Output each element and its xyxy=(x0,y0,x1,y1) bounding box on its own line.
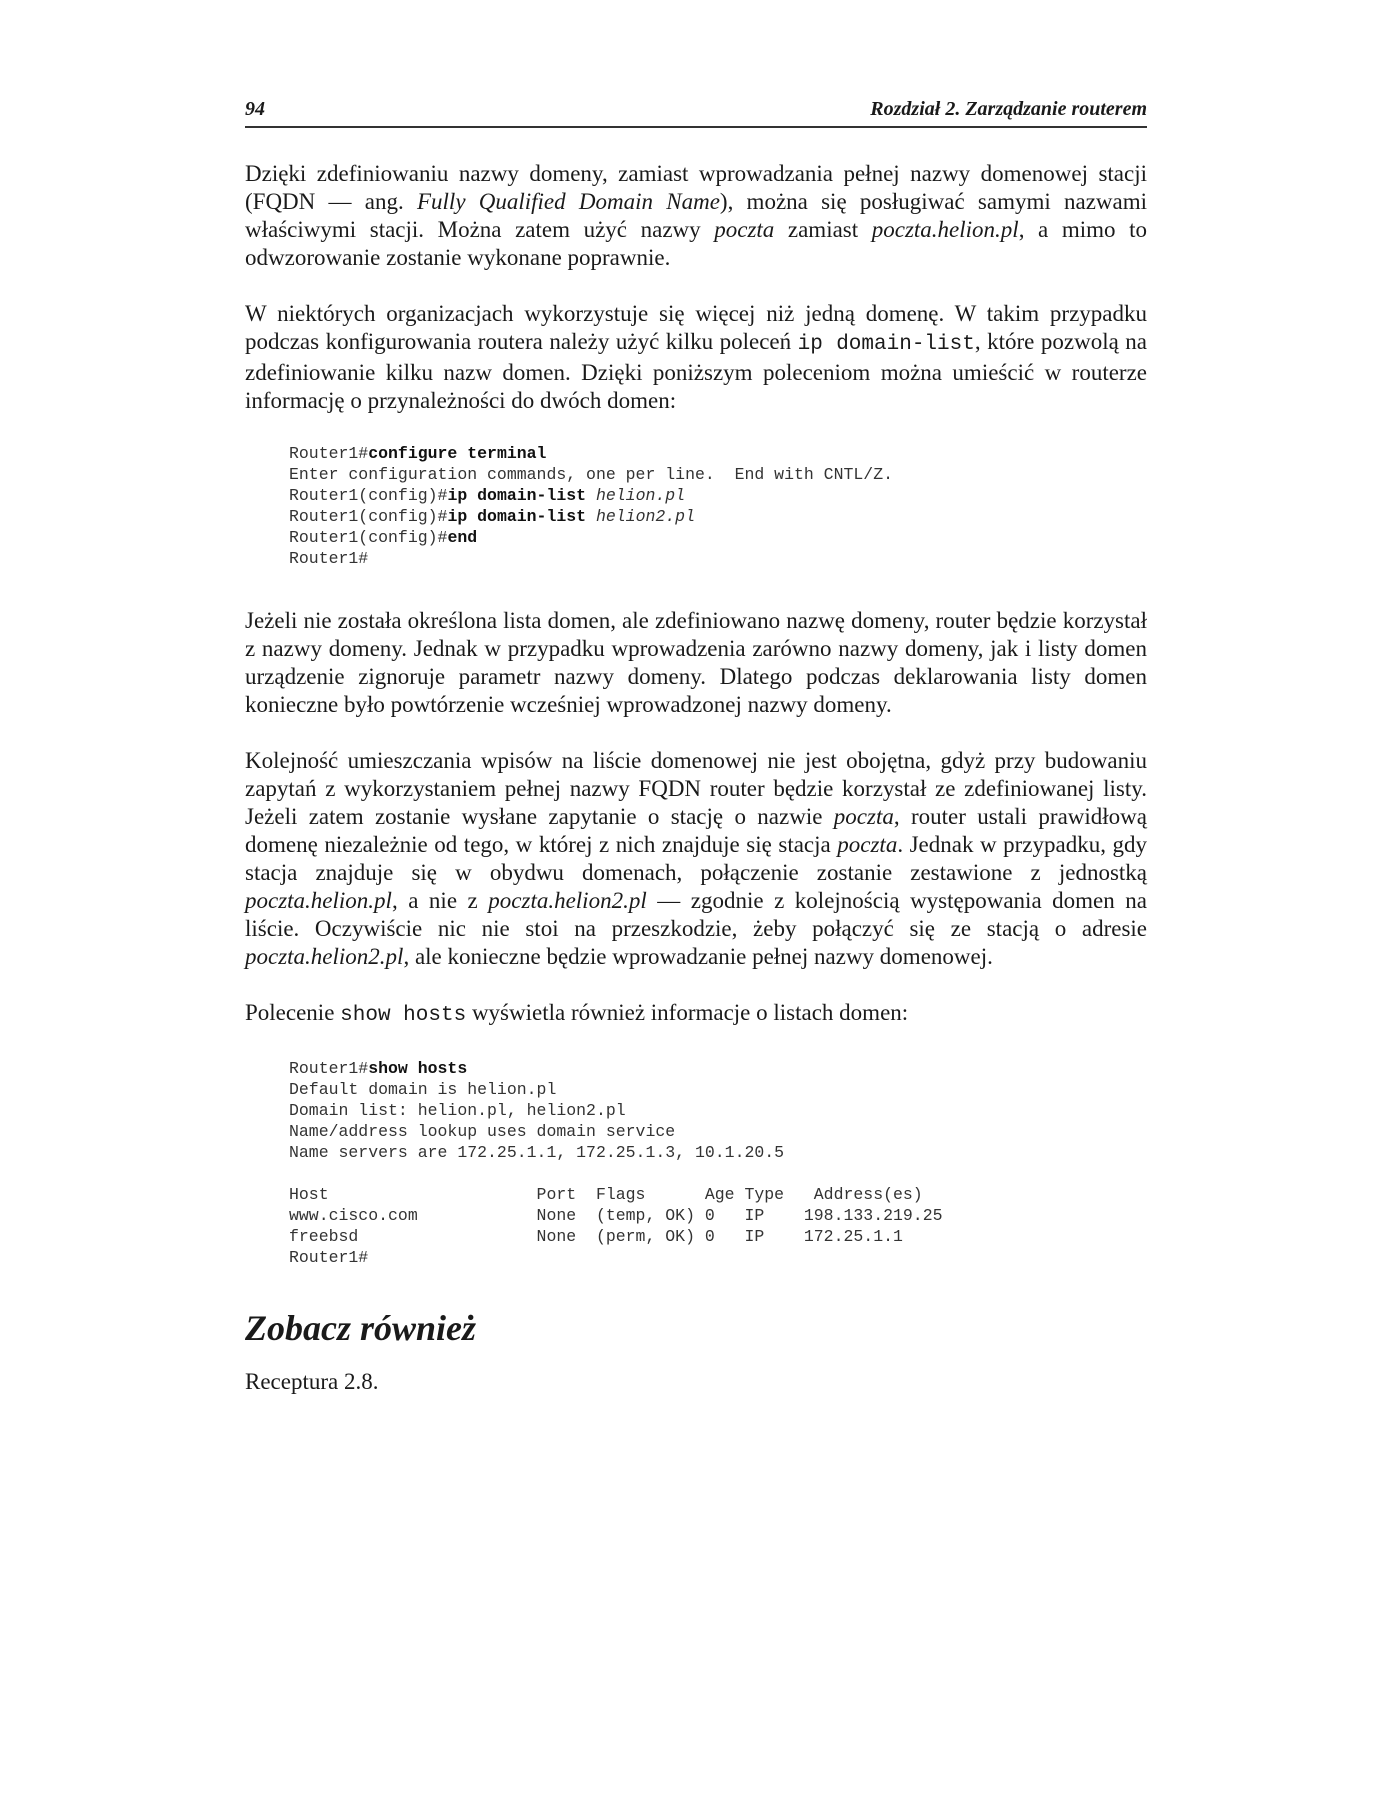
paragraph-domain-precedence: Jeżeli nie została określona lista domen, ale zdefiniowano nazwę domeny, router będzie korzystał z nazwy domeny. Jednak w przypadku wprowadzenia zarówno nazwy domeny, jak i listy domen urządzenie zignoruje parametr nazwy domeny. Dlatego podczas deklarowania listy domen konieczne było powtórzenie wcześniej wprowadzonej nazwy domeny. xyxy=(245,608,1147,717)
inline-code: show hosts xyxy=(340,1004,467,1027)
paragraph-show-hosts: Polecenie show hosts wyświetla również informacje o listach domen: xyxy=(245,1000,909,1027)
code-listing-show-hosts: Router1#show hosts Default domain is helion.pl Domain list: helion.pl, helion2.pl Name/address lookup uses domain service Name servers are 172.25.1.1, 172.25.1.3, 10.1.20.5 Host Port Flags Age Type Address(es) www.cisco.com None (temp, OK) 0 IP 198.133.219.25 freebsd None (perm, OK) 0 IP 172.25.1.1 Router1# xyxy=(289,1059,943,1267)
paragraph-domain-list: W niektórych organizacjach wykorzystuje się więcej niż jedną domenę. W takim przypadku podczas konfigurowania routera należy użyć kilku poleceń ip domain-list, które pozwolą na zdefiniowanie kilku nazw domen. Dzięki poniższym poleceniom można umieścić w routerze informację o przynależności do dwóch domen: xyxy=(245,301,1148,413)
page-number: 94 xyxy=(245,98,265,120)
chapter-title: Rozdział 2. Zarządzanie routerem xyxy=(870,98,1147,120)
paragraph-list-order: Kolejność umieszczania wpisów na liście domenowej nie jest obojętna, gdyż przy budowaniu zapytań z wykorzystaniem pełnej nazwy FQDN router będzie korzystał ze zdefiniowanej listy. Jeżeli zatem zostanie wysłane zapytanie o stację o nazwie poczta, router ustali prawidłową domenę niezależnie od tego, w której z nich znajduje się stacja poczta. Jednak w przypadku, gdy stacja znajduje się w obydwu domenach, połączenie zostanie zestawione z jednostką poczta.helion.pl, a nie z poczta.helion2.pl — zgodnie z kolejnością występowania domen na liście. Oczywiście nic nie stoi na przeszkodzie, żeby połączyć się ze stacją o adresie poczta.helion2.pl, ale konieczne będzie wprowadzanie pełnej nazwy domenowej. xyxy=(245,748,1147,969)
section-text: Receptura 2.8. xyxy=(245,1369,379,1394)
page-content xyxy=(245,160,1147,1424)
paragraph-fqdn: Dzięki zdefiniowaniu nazwy domeny, zamiast wprowadzania pełnej nazwy domenowej stacji (FQDN — ang. Fully Qualified Domain Name), można się posługiwać samymi nazwami właściwymi stacji. Można zatem użyć nazwy poczta zamiast poczta.helion.pl, a mimo to odwzorowanie zostanie wykonane poprawnie. xyxy=(245,161,1147,270)
code-listing-config: Router1#configure terminal Enter configuration commands, one per line. End with CNTL/Z. Router1(config)#ip domain-list helion.pl Router1(config)#ip domain-list helion2.pl Router1(config)#end Router1# xyxy=(289,444,893,568)
section-heading: Zobacz również xyxy=(245,1308,477,1348)
inline-code: ip domain-list xyxy=(797,333,975,356)
running-header xyxy=(245,96,1147,128)
